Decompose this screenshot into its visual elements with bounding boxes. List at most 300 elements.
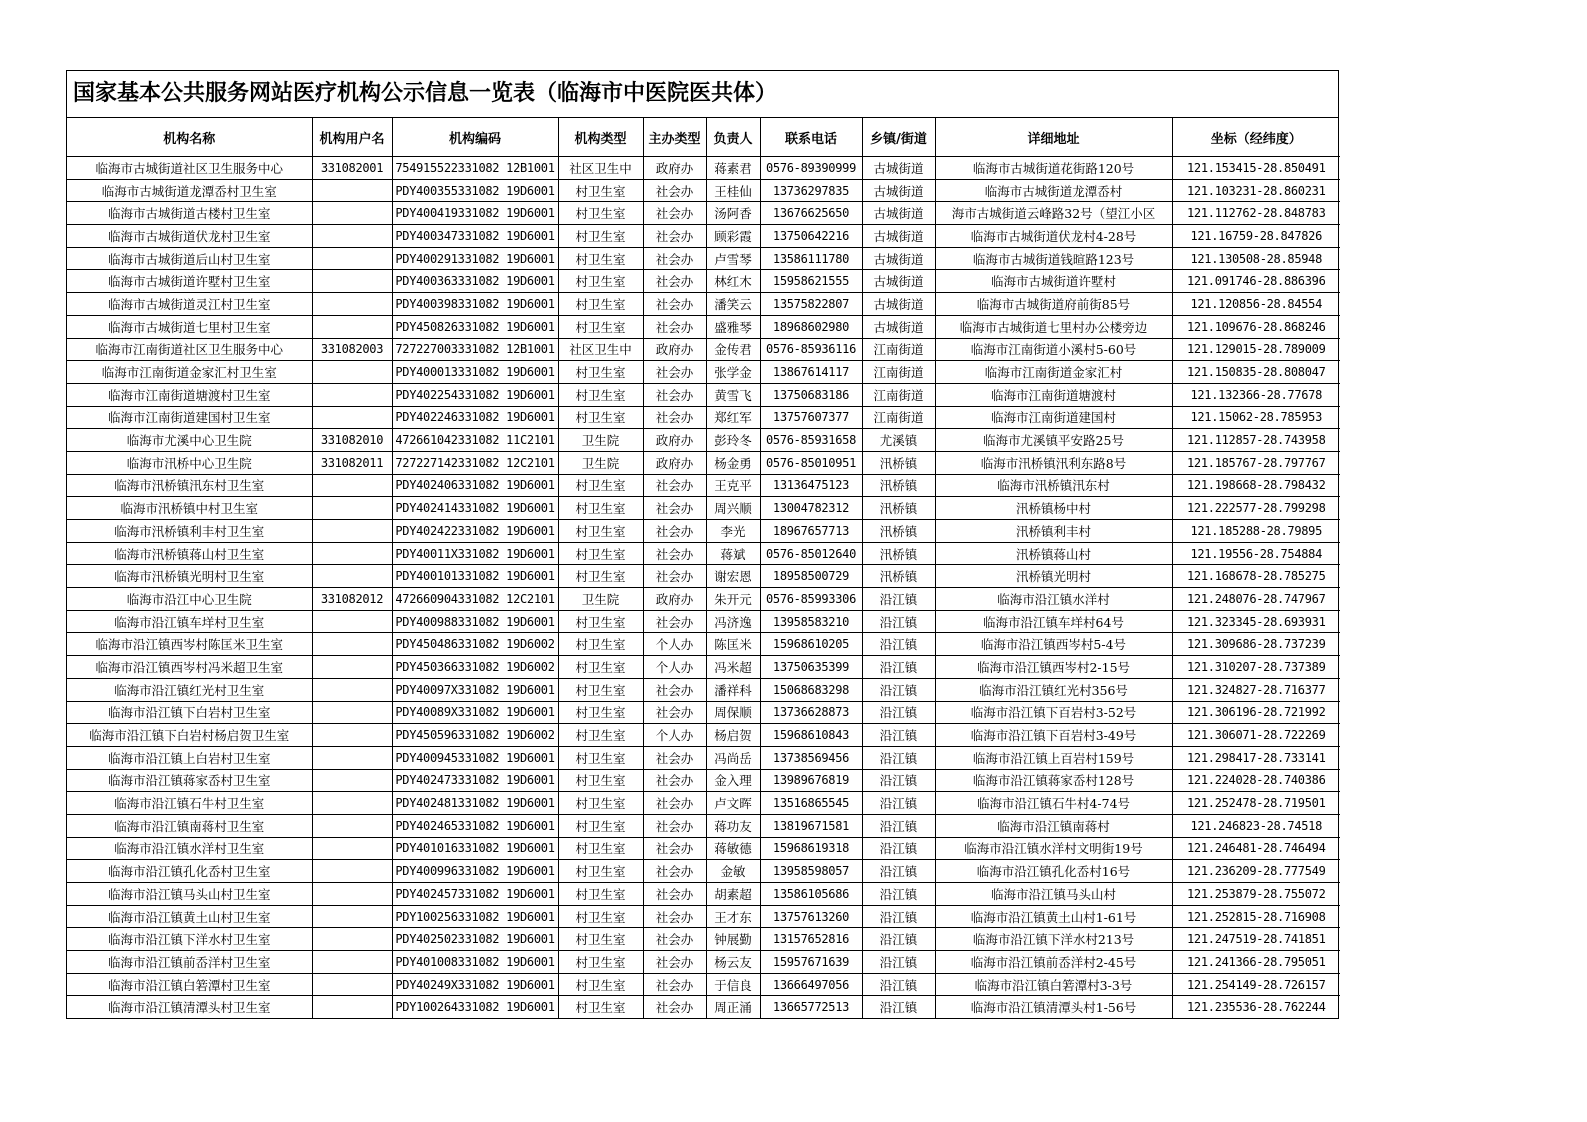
- cell-phone: 18958500729: [760, 565, 862, 588]
- cell-address: 临海市汛桥镇汛利东路8号: [935, 451, 1172, 474]
- table-row: [67, 633, 1340, 656]
- cell-coord: 121.252815-28.716908: [1172, 905, 1340, 928]
- cell-name: 临海市沿江镇马头山村卫生室: [67, 883, 312, 906]
- cell-head: 钟展勤: [706, 928, 760, 951]
- table-row: [67, 746, 1340, 769]
- cell-host: 社会办: [643, 678, 706, 701]
- table-row: [67, 996, 1340, 1018]
- cell-head: 林红木: [706, 270, 760, 293]
- cell-user: 331082012: [312, 588, 392, 611]
- cell-name: 临海市沿江镇白箬潭村卫生室: [67, 973, 312, 996]
- sheet-title: 国家基本公共服务网站医疗机构公示信息一览表（临海市中医院医共体）: [67, 71, 1338, 118]
- cell-user: [312, 520, 392, 543]
- cell-address: 临海市江南街道金家汇村: [935, 361, 1172, 384]
- cell-type: 村卫生室: [558, 678, 643, 701]
- table-row: [67, 497, 1340, 520]
- cell-host: 社会办: [643, 542, 706, 565]
- cell-code: PDY402457331082 19D6001: [392, 883, 558, 906]
- table-row: [67, 451, 1340, 474]
- cell-head: 杨金勇: [706, 451, 760, 474]
- cell-coord: 121.235536-28.762244: [1172, 996, 1340, 1018]
- cell-host: 社会办: [643, 814, 706, 837]
- cell-coord: 121.103231-28.860231: [1172, 179, 1340, 202]
- cell-coord: 121.15062-28.785953: [1172, 406, 1340, 429]
- cell-phone: 15958621555: [760, 270, 862, 293]
- cell-head: 卢文晖: [706, 792, 760, 815]
- cell-phone: 13736297835: [760, 179, 862, 202]
- table-row: [67, 883, 1340, 906]
- cell-name: 临海市沿江镇黄土山村卫生室: [67, 905, 312, 928]
- cell-coord: 121.253879-28.755072: [1172, 883, 1340, 906]
- cell-head: 周保顺: [706, 701, 760, 724]
- cell-type: 村卫生室: [558, 225, 643, 248]
- table-row: [67, 678, 1340, 701]
- cell-address: 海市古城街道云峰路32号（望江小区: [935, 202, 1172, 225]
- cell-town: 汛桥镇: [862, 451, 935, 474]
- cell-phone: 18968602980: [760, 315, 862, 338]
- cell-head: 胡素超: [706, 883, 760, 906]
- table-row: [67, 406, 1340, 429]
- cell-head: 金入理: [706, 769, 760, 792]
- cell-host: 社会办: [643, 202, 706, 225]
- col-header-name: 机构名称: [67, 118, 312, 157]
- table-row: [67, 724, 1340, 747]
- cell-address: 临海市江南街道塘渡村: [935, 383, 1172, 406]
- cell-code: PDY402422331082 19D6001: [392, 520, 558, 543]
- cell-address: 临海市古城街道钱暄路123号: [935, 247, 1172, 270]
- cell-name: 临海市沿江镇下白岩村杨启贺卫生室: [67, 724, 312, 747]
- col-header-town: 乡镇/街道: [862, 118, 935, 157]
- cell-address: 临海市尤溪镇平安路25号: [935, 429, 1172, 452]
- cell-address: 临海市沿江镇南蒋村: [935, 814, 1172, 837]
- cell-name: 临海市古城街道后山村卫生室: [67, 247, 312, 270]
- cell-code: PDY401016331082 19D6001: [392, 837, 558, 860]
- cell-code: PDY40097X331082 19D6001: [392, 678, 558, 701]
- table-row: [67, 474, 1340, 497]
- cell-town: 古城街道: [862, 225, 935, 248]
- cell-type: 村卫生室: [558, 928, 643, 951]
- cell-host: 社会办: [643, 361, 706, 384]
- cell-user: 331082003: [312, 338, 392, 361]
- table-row: [67, 429, 1340, 452]
- cell-town: 汛桥镇: [862, 497, 935, 520]
- cell-type: 村卫生室: [558, 497, 643, 520]
- cell-host: 社会办: [643, 701, 706, 724]
- cell-address: 临海市沿江镇上百岩村159号: [935, 746, 1172, 769]
- cell-user: [312, 565, 392, 588]
- cell-address: 临海市江南街道小溪村5-60号: [935, 338, 1172, 361]
- cell-phone: 13516865545: [760, 792, 862, 815]
- cell-coord: 121.198668-28.798432: [1172, 474, 1340, 497]
- table-row: [67, 588, 1340, 611]
- cell-address: 临海市沿江镇车垟村64号: [935, 610, 1172, 633]
- cell-code: PDY40011X331082 19D6001: [392, 542, 558, 565]
- cell-phone: 13586111780: [760, 247, 862, 270]
- cell-code: PDY400988331082 19D6001: [392, 610, 558, 633]
- table-row: [67, 565, 1340, 588]
- cell-phone: 13157652816: [760, 928, 862, 951]
- cell-type: 村卫生室: [558, 792, 643, 815]
- cell-name: 临海市汛桥中心卫生院: [67, 451, 312, 474]
- cell-phone: 15968610843: [760, 724, 862, 747]
- cell-town: 古城街道: [862, 315, 935, 338]
- cell-head: 杨云友: [706, 951, 760, 974]
- cell-name: 临海市汛桥镇光明村卫生室: [67, 565, 312, 588]
- cell-phone: 13738569456: [760, 746, 862, 769]
- cell-phone: 15068683298: [760, 678, 862, 701]
- cell-name: 临海市江南街道金家汇村卫生室: [67, 361, 312, 384]
- cell-type: 村卫生室: [558, 202, 643, 225]
- cell-code: PDY402473331082 19D6001: [392, 769, 558, 792]
- cell-head: 张学金: [706, 361, 760, 384]
- cell-code: 472661042331082 11C2101: [392, 429, 558, 452]
- cell-coord: 121.132366-28.77678: [1172, 383, 1340, 406]
- cell-code: PDY400363331082 19D6001: [392, 270, 558, 293]
- cell-name: 临海市汛桥镇中村卫生室: [67, 497, 312, 520]
- cell-coord: 121.306071-28.722269: [1172, 724, 1340, 747]
- cell-type: 村卫生室: [558, 270, 643, 293]
- cell-head: 朱开元: [706, 588, 760, 611]
- cell-name: 临海市沿江镇车垟村卫生室: [67, 610, 312, 633]
- cell-phone: 13676625650: [760, 202, 862, 225]
- cell-coord: 121.254149-28.726157: [1172, 973, 1340, 996]
- cell-head: 潘笑云: [706, 293, 760, 316]
- table-row: [67, 338, 1340, 361]
- cell-type: 村卫生室: [558, 769, 643, 792]
- cell-head: 汤阿香: [706, 202, 760, 225]
- cell-phone: 13750642216: [760, 225, 862, 248]
- cell-host: 社会办: [643, 225, 706, 248]
- cell-coord: 121.222577-28.799298: [1172, 497, 1340, 520]
- cell-host: 社会办: [643, 792, 706, 815]
- cell-phone: 13750635399: [760, 656, 862, 679]
- cell-type: 村卫生室: [558, 315, 643, 338]
- cell-code: PDY450366331082 19D6002: [392, 656, 558, 679]
- cell-name: 临海市古城街道许墅村卫生室: [67, 270, 312, 293]
- cell-user: [312, 678, 392, 701]
- table-row: [67, 656, 1340, 679]
- cell-code: 472660904331082 12C2101: [392, 588, 558, 611]
- cell-code: PDY400945331082 19D6001: [392, 746, 558, 769]
- cell-phone: 13004782312: [760, 497, 862, 520]
- col-header-head: 负责人: [706, 118, 760, 157]
- table-row: [67, 769, 1340, 792]
- cell-address: 临海市江南街道建国村: [935, 406, 1172, 429]
- cell-town: 沿江镇: [862, 792, 935, 815]
- cell-user: 331082011: [312, 451, 392, 474]
- cell-code: PDY401008331082 19D6001: [392, 951, 558, 974]
- cell-type: 社区卫生中: [558, 338, 643, 361]
- cell-address: 汛桥镇光明村: [935, 565, 1172, 588]
- table-row: [67, 270, 1340, 293]
- cell-head: 冯济逸: [706, 610, 760, 633]
- cell-town: 沿江镇: [862, 951, 935, 974]
- cell-name: 临海市沿江中心卫生院: [67, 588, 312, 611]
- cell-user: [312, 474, 392, 497]
- cell-town: 沿江镇: [862, 701, 935, 724]
- cell-town: 沿江镇: [862, 837, 935, 860]
- cell-type: 村卫生室: [558, 746, 643, 769]
- cell-town: 汛桥镇: [862, 565, 935, 588]
- cell-phone: 13736628873: [760, 701, 862, 724]
- cell-town: 沿江镇: [862, 656, 935, 679]
- cell-phone: 13819671581: [760, 814, 862, 837]
- table-row: [67, 951, 1340, 974]
- cell-head: 周正涌: [706, 996, 760, 1018]
- cell-coord: 121.185767-28.797767: [1172, 451, 1340, 474]
- table-row: [67, 701, 1340, 724]
- cell-head: 金传君: [706, 338, 760, 361]
- cell-head: 陈匡米: [706, 633, 760, 656]
- cell-name: 临海市沿江镇前岙洋村卫生室: [67, 951, 312, 974]
- cell-code: PDY402246331082 19D6001: [392, 406, 558, 429]
- cell-code: PDY450486331082 19D6002: [392, 633, 558, 656]
- cell-name: 临海市沿江镇水洋村卫生室: [67, 837, 312, 860]
- cell-name: 临海市古城街道伏龙村卫生室: [67, 225, 312, 248]
- cell-address: 临海市沿江镇清潭头村1-56号: [935, 996, 1172, 1018]
- cell-head: 冯尚岳: [706, 746, 760, 769]
- cell-host: 社会办: [643, 565, 706, 588]
- cell-type: 村卫生室: [558, 406, 643, 429]
- cell-name: 临海市沿江镇石牛村卫生室: [67, 792, 312, 815]
- cell-host: 社会办: [643, 474, 706, 497]
- table-row: [67, 520, 1340, 543]
- cell-town: 江南街道: [862, 338, 935, 361]
- cell-type: 村卫生室: [558, 542, 643, 565]
- table-row: [67, 837, 1340, 860]
- col-header-code: 机构编码: [392, 118, 558, 157]
- cell-town: 江南街道: [862, 361, 935, 384]
- cell-address: 临海市沿江镇孔化岙村16号: [935, 860, 1172, 883]
- cell-host: 社会办: [643, 951, 706, 974]
- cell-host: 社会办: [643, 179, 706, 202]
- cell-code: PDY100264331082 19D6001: [392, 996, 558, 1018]
- cell-phone: 0576-85010951: [760, 451, 862, 474]
- cell-type: 村卫生室: [558, 905, 643, 928]
- cell-town: 汛桥镇: [862, 474, 935, 497]
- cell-user: [312, 701, 392, 724]
- cell-town: 沿江镇: [862, 814, 935, 837]
- cell-head: 盛雅琴: [706, 315, 760, 338]
- cell-type: 村卫生室: [558, 633, 643, 656]
- cell-host: 政府办: [643, 588, 706, 611]
- cell-address: 汛桥镇蒋山村: [935, 542, 1172, 565]
- cell-coord: 121.130508-28.85948: [1172, 247, 1340, 270]
- cell-name: 临海市江南街道塘渡村卫生室: [67, 383, 312, 406]
- cell-user: [312, 179, 392, 202]
- cell-head: 郑红军: [706, 406, 760, 429]
- cell-user: [312, 792, 392, 815]
- cell-host: 社会办: [643, 746, 706, 769]
- cell-code: PDY400101331082 19D6001: [392, 565, 558, 588]
- table-row: [67, 225, 1340, 248]
- cell-type: 村卫生室: [558, 474, 643, 497]
- cell-name: 临海市江南街道社区卫生服务中心: [67, 338, 312, 361]
- cell-name: 临海市沿江镇下白岩村卫生室: [67, 701, 312, 724]
- cell-town: 沿江镇: [862, 883, 935, 906]
- cell-user: 331082001: [312, 157, 392, 180]
- cell-host: 个人办: [643, 724, 706, 747]
- cell-address: 汛桥镇利丰村: [935, 520, 1172, 543]
- cell-host: 社会办: [643, 520, 706, 543]
- cell-town: 古城街道: [862, 270, 935, 293]
- col-header-address: 详细地址: [935, 118, 1172, 157]
- col-header-type: 机构类型: [558, 118, 643, 157]
- cell-town: 沿江镇: [862, 996, 935, 1018]
- cell-address: 临海市沿江镇前岙洋村2-45号: [935, 951, 1172, 974]
- cell-name: 临海市汛桥镇汛东村卫生室: [67, 474, 312, 497]
- cell-code: PDY402502331082 19D6001: [392, 928, 558, 951]
- cell-town: 江南街道: [862, 383, 935, 406]
- cell-phone: 13757613260: [760, 905, 862, 928]
- cell-town: 汛桥镇: [862, 542, 935, 565]
- cell-town: 古城街道: [862, 202, 935, 225]
- cell-code: 727227142331082 12C2101: [392, 451, 558, 474]
- cell-address: 临海市沿江镇马头山村: [935, 883, 1172, 906]
- cell-code: PDY450826331082 19D6001: [392, 315, 558, 338]
- cell-code: PDY402254331082 19D6001: [392, 383, 558, 406]
- cell-phone: 13989676819: [760, 769, 862, 792]
- cell-user: [312, 656, 392, 679]
- cell-type: 村卫生室: [558, 996, 643, 1018]
- cell-type: 村卫生室: [558, 973, 643, 996]
- cell-town: 江南街道: [862, 406, 935, 429]
- cell-host: 个人办: [643, 633, 706, 656]
- cell-host: 个人办: [643, 656, 706, 679]
- cell-host: 社会办: [643, 837, 706, 860]
- cell-user: [312, 860, 392, 883]
- cell-phone: 13666497056: [760, 973, 862, 996]
- cell-coord: 121.16759-28.847826: [1172, 225, 1340, 248]
- cell-user: [312, 610, 392, 633]
- cell-address: 临海市古城街道许墅村: [935, 270, 1172, 293]
- cell-head: 周兴顺: [706, 497, 760, 520]
- cell-code: 754915522331082 12B1001: [392, 157, 558, 180]
- table-row: [67, 610, 1340, 633]
- table-row: [67, 383, 1340, 406]
- cell-user: [312, 837, 392, 860]
- cell-town: 沿江镇: [862, 769, 935, 792]
- cell-coord: 121.150835-28.808047: [1172, 361, 1340, 384]
- cell-name: 临海市沿江镇西岑村陈匡米卫生室: [67, 633, 312, 656]
- cell-phone: 13757607377: [760, 406, 862, 429]
- cell-user: [312, 883, 392, 906]
- cell-phone: 13586105686: [760, 883, 862, 906]
- cell-town: 沿江镇: [862, 746, 935, 769]
- cell-host: 政府办: [643, 157, 706, 180]
- cell-name: 临海市古城街道古楼村卫生室: [67, 202, 312, 225]
- cell-host: 政府办: [643, 451, 706, 474]
- cell-head: 李光: [706, 520, 760, 543]
- table-row: [67, 202, 1340, 225]
- cell-user: 331082010: [312, 429, 392, 452]
- cell-name: 临海市沿江镇西岑村冯米超卫生室: [67, 656, 312, 679]
- cell-type: 卫生院: [558, 588, 643, 611]
- cell-phone: 18967657713: [760, 520, 862, 543]
- cell-coord: 121.306196-28.721992: [1172, 701, 1340, 724]
- cell-town: 沿江镇: [862, 928, 935, 951]
- cell-address: 临海市古城街道龙潭岙村: [935, 179, 1172, 202]
- cell-phone: 0576-85993306: [760, 588, 862, 611]
- cell-coord: 121.109676-28.868246: [1172, 315, 1340, 338]
- cell-type: 村卫生室: [558, 814, 643, 837]
- cell-host: 政府办: [643, 338, 706, 361]
- cell-coord: 121.246823-28.74518: [1172, 814, 1340, 837]
- cell-head: 黄雪飞: [706, 383, 760, 406]
- cell-name: 临海市汛桥镇利丰村卫生室: [67, 520, 312, 543]
- cell-host: 社会办: [643, 247, 706, 270]
- cell-address: 临海市沿江镇黄土山村1-61号: [935, 905, 1172, 928]
- cell-town: 尤溪镇: [862, 429, 935, 452]
- cell-host: 社会办: [643, 905, 706, 928]
- cell-type: 村卫生室: [558, 837, 643, 860]
- cell-head: 冯米超: [706, 656, 760, 679]
- cell-name: 临海市沿江镇蒋家岙村卫生室: [67, 769, 312, 792]
- table-body: [67, 157, 1340, 1019]
- cell-type: 卫生院: [558, 451, 643, 474]
- cell-coord: 121.168678-28.785275: [1172, 565, 1340, 588]
- cell-address: 临海市沿江镇下百岩村3-49号: [935, 724, 1172, 747]
- cell-town: 古城街道: [862, 293, 935, 316]
- cell-type: 村卫生室: [558, 383, 643, 406]
- cell-type: 村卫生室: [558, 656, 643, 679]
- cell-address: 临海市沿江镇红光村356号: [935, 678, 1172, 701]
- cell-coord: 121.309686-28.737239: [1172, 633, 1340, 656]
- cell-code: PDY402481331082 19D6001: [392, 792, 558, 815]
- cell-town: 古城街道: [862, 179, 935, 202]
- cell-type: 村卫生室: [558, 293, 643, 316]
- cell-phone: 13136475123: [760, 474, 862, 497]
- cell-address: 临海市沿江镇水洋村文明街19号: [935, 837, 1172, 860]
- cell-name: 临海市尤溪中心卫生院: [67, 429, 312, 452]
- cell-town: 沿江镇: [862, 633, 935, 656]
- cell-name: 临海市古城街道七里村卫生室: [67, 315, 312, 338]
- cell-user: [312, 202, 392, 225]
- cell-head: 潘祥科: [706, 678, 760, 701]
- cell-coord: 121.129015-28.789009: [1172, 338, 1340, 361]
- cell-code: 727227003331082 12B1001: [392, 338, 558, 361]
- cell-head: 于信良: [706, 973, 760, 996]
- cell-address: 临海市沿江镇石牛村4-74号: [935, 792, 1172, 815]
- cell-host: 社会办: [643, 928, 706, 951]
- cell-coord: 121.323345-28.693931: [1172, 610, 1340, 633]
- cell-user: [312, 928, 392, 951]
- cell-type: 社区卫生中: [558, 157, 643, 180]
- cell-user: [312, 542, 392, 565]
- cell-user: [312, 996, 392, 1018]
- cell-code: PDY40089X331082 19D6001: [392, 701, 558, 724]
- cell-name: 临海市古城街道龙潭岙村卫生室: [67, 179, 312, 202]
- cell-type: 村卫生室: [558, 883, 643, 906]
- cell-host: 社会办: [643, 860, 706, 883]
- cell-address: 临海市古城街道伏龙村4-28号: [935, 225, 1172, 248]
- table-header-row: [67, 118, 1340, 157]
- table-row: [67, 247, 1340, 270]
- cell-phone: 13958583210: [760, 610, 862, 633]
- cell-user: [312, 293, 392, 316]
- cell-address: 临海市沿江镇西岑村2-15号: [935, 656, 1172, 679]
- cell-coord: 121.120856-28.84554: [1172, 293, 1340, 316]
- cell-name: 临海市汛桥镇蒋山村卫生室: [67, 542, 312, 565]
- cell-type: 卫生院: [558, 429, 643, 452]
- cell-code: PDY400347331082 19D6001: [392, 225, 558, 248]
- cell-user: [312, 973, 392, 996]
- cell-code: PDY400013331082 19D6001: [392, 361, 558, 384]
- cell-user: [312, 905, 392, 928]
- cell-type: 村卫生室: [558, 724, 643, 747]
- cell-user: [312, 406, 392, 429]
- cell-town: 沿江镇: [862, 724, 935, 747]
